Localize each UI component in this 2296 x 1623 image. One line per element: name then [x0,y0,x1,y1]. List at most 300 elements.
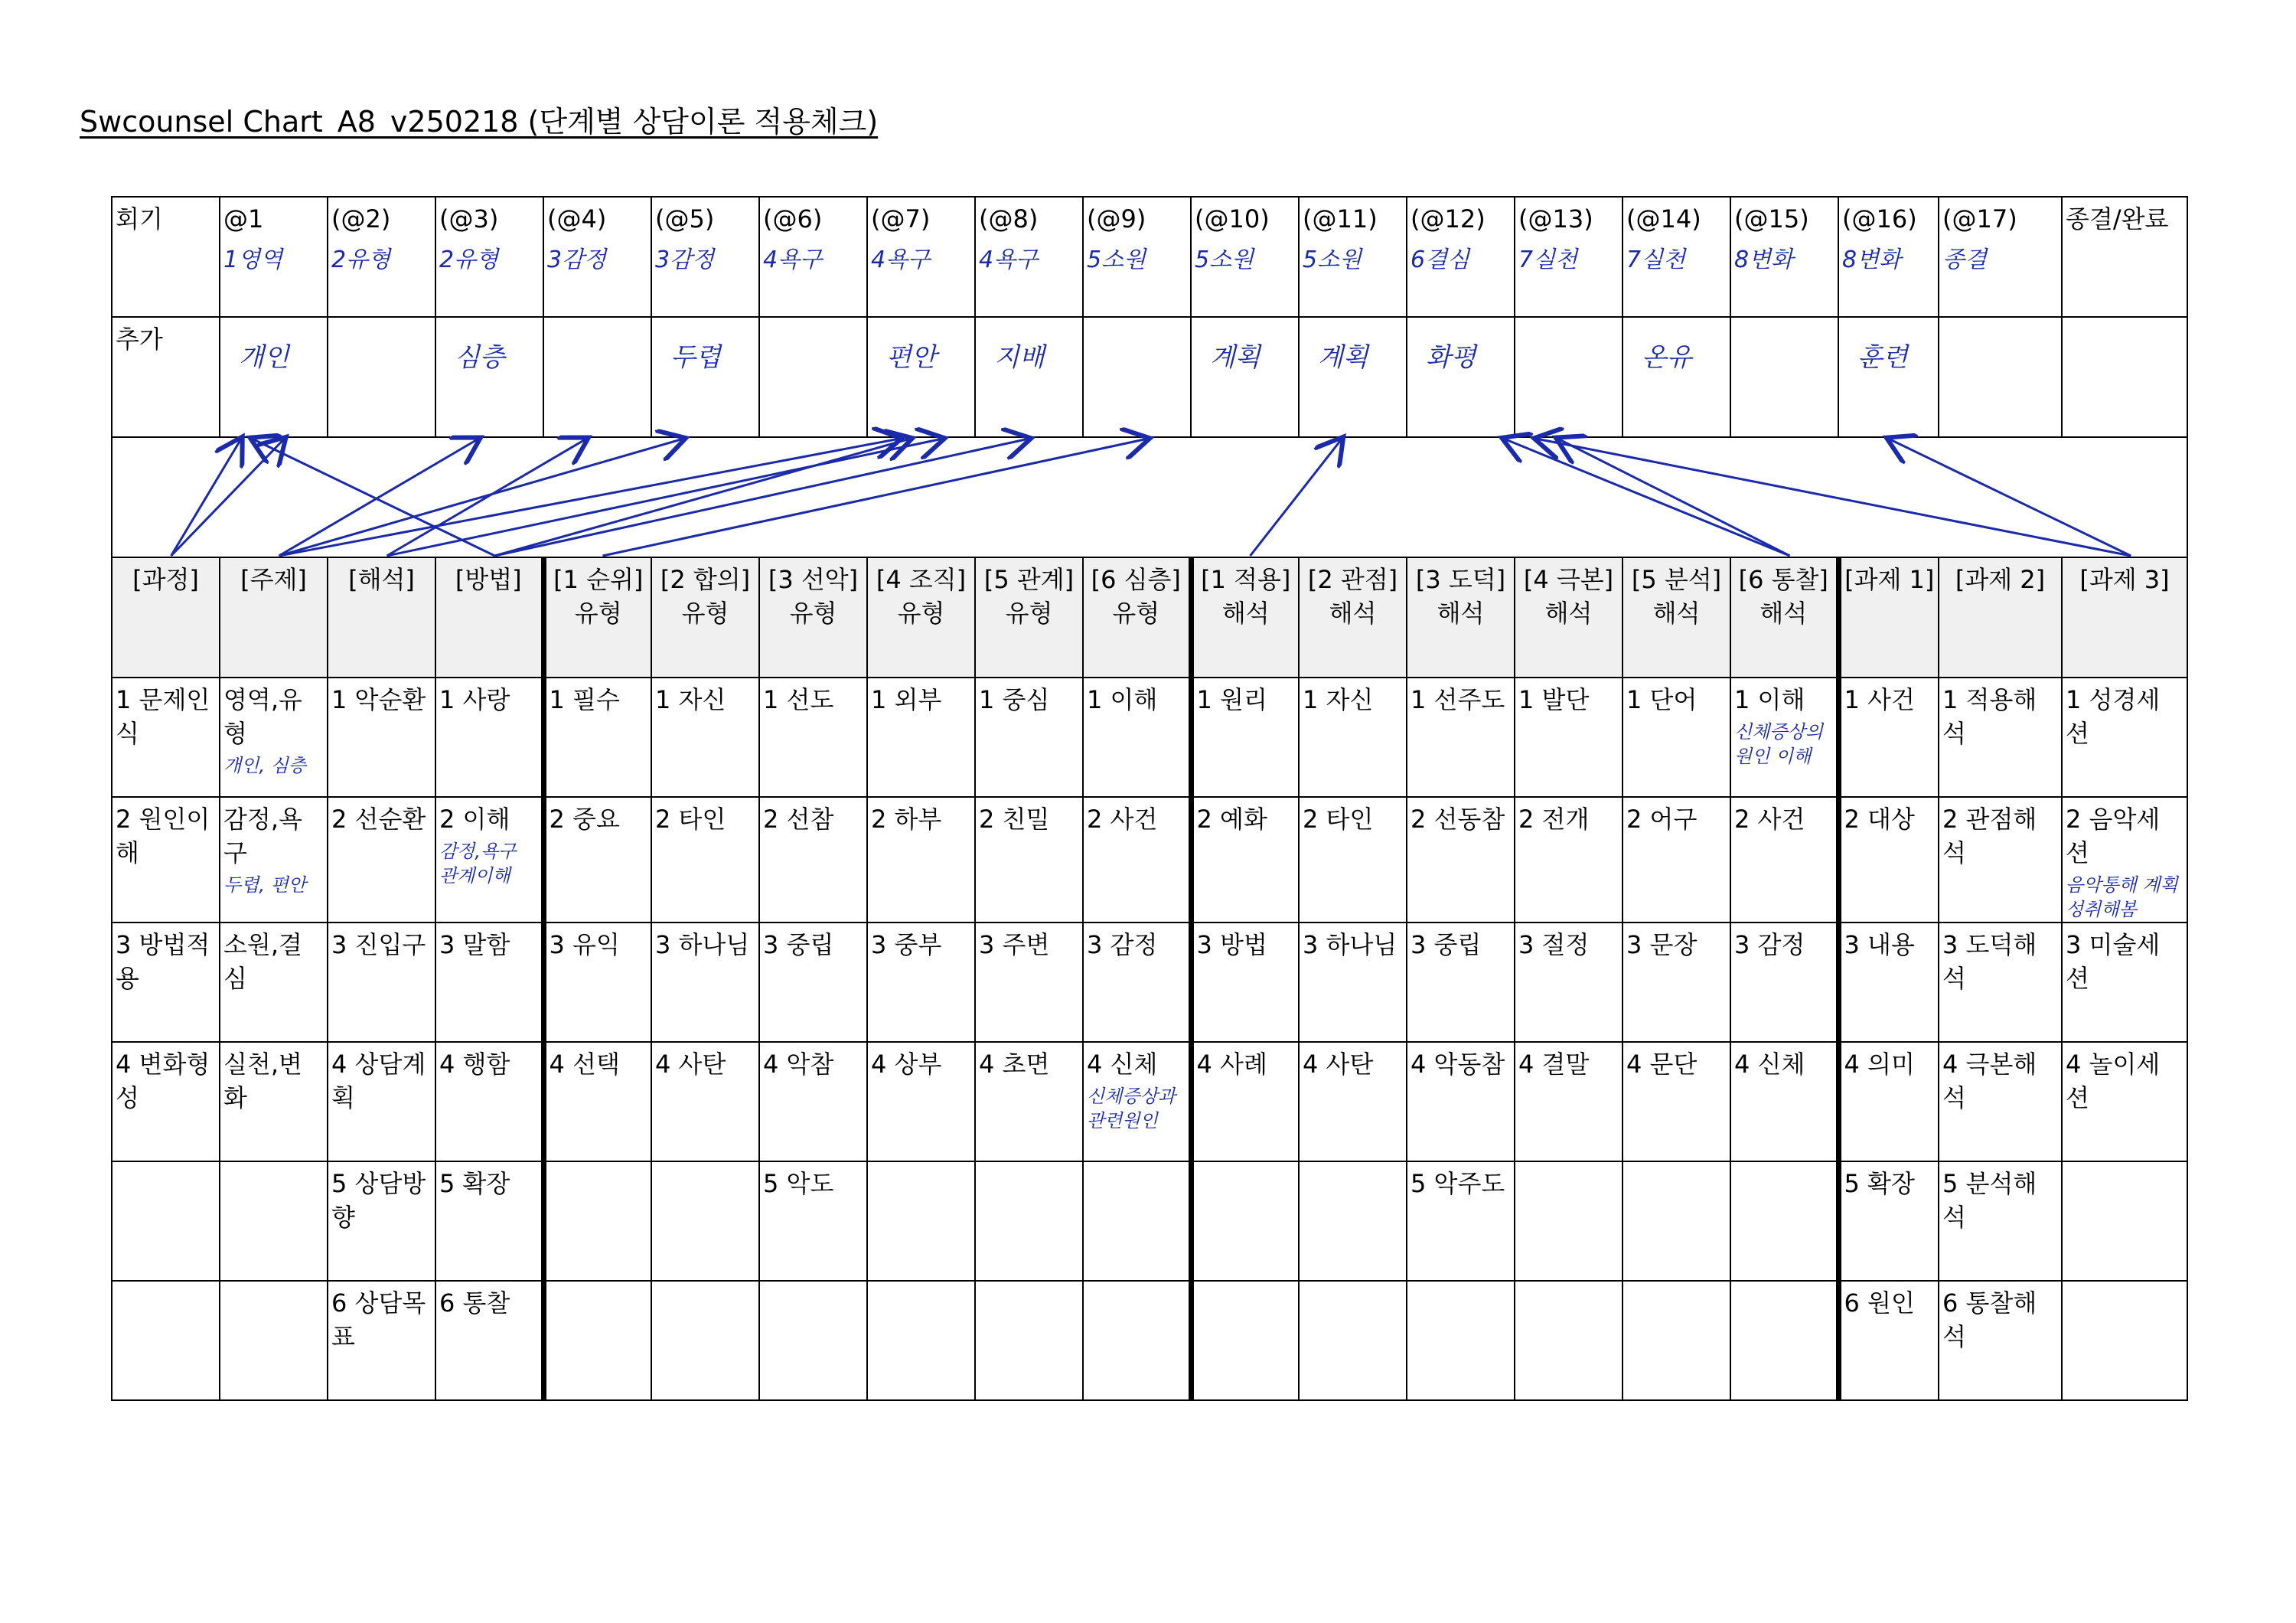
table-cell [1515,797,1623,923]
category-cell [1623,557,1730,678]
cell-text: 2 전개 [1518,805,1590,834]
cell-text: 3 감정 [1087,930,1158,959]
table-cell [1083,1281,1191,1400]
table-cell [328,1161,435,1281]
table-cell [220,923,328,1042]
session-id: (@12) [1411,204,1486,233]
session-note: 4욕구 [763,247,823,273]
category-label: [5 관계] [983,565,1075,594]
session-note: 7실천 [1518,247,1578,273]
cell-text: 실천,변화 [223,1050,302,1112]
table-cell [1299,797,1407,923]
table-cell [543,797,651,923]
extra-cell [1730,317,1838,437]
session-note: 5소원 [1087,247,1146,273]
cell-text: 6 원인 [1844,1288,1915,1318]
extra-note: 훈련 [1857,342,1908,373]
category-cell [1083,557,1191,678]
table-cell [1407,923,1515,1042]
cell-text: 4 변화형성 [116,1050,210,1112]
category-label: [6 심층] [1091,565,1181,594]
session-cell [435,197,543,317]
cell-text: 4 초면 [979,1050,1050,1079]
table-cell [435,797,543,923]
category-label: [해석] [348,565,415,594]
cell-text: 2 선참 [763,805,834,834]
cell-text: 3 미술세션 [2066,930,2161,993]
session-note: 2유형 [439,247,499,273]
category-label: [2 관점] [1307,565,1398,594]
cell-text: 4 선택 [549,1050,620,1079]
category-cell [1407,557,1515,678]
category-sublabel: 유형 [789,599,837,628]
table-cell [543,1281,651,1400]
session-cell [1730,197,1838,317]
category-label: [1 순위] [553,565,644,594]
table-cell [220,1042,328,1161]
table-cell [1515,1281,1623,1400]
cell-text: 1 자신 [655,685,726,714]
session-id: (@13) [1518,204,1593,233]
cell-text: 6 통찰해석 [1942,1288,2037,1351]
table-cell [435,1042,543,1161]
session-cell [328,197,435,317]
table-cell [220,797,328,923]
extra-cell [435,317,543,437]
cell-text: 3 주변 [979,930,1050,959]
category-sublabel: 해석 [1329,599,1377,628]
extra-note: 화평 [1426,342,1476,373]
cell-text: 1 문제인식 [116,685,210,748]
cell-text: 감정,욕구 [223,805,302,867]
cell-text: 1 선도 [763,685,834,714]
table-cell [1191,923,1299,1042]
extra-cell [2062,317,2187,437]
cell-text: 4 행함 [439,1050,510,1079]
table-cell [1730,1161,1838,1281]
table-cell [1838,797,1939,923]
session-end-cell: 종결/완료 [2062,197,2187,317]
table-cell [1083,797,1191,923]
cell-text: 4 악동참 [1411,1050,1505,1079]
cell-text: 1 사건 [1844,685,1915,714]
table-row [112,678,2187,797]
table-cell [651,1161,759,1281]
session-id: (@5) [655,204,715,233]
extra-note: 온유 [1642,342,1692,373]
table-cell [1515,923,1623,1042]
table-cell [1299,923,1407,1042]
table-cell [1939,923,2062,1042]
category-sublabel: 해석 [1652,599,1701,628]
session-id: (@14) [1626,204,1701,233]
session-note: 3감정 [655,247,715,273]
extra-cell [759,317,867,437]
cell-text: 2 선동참 [1411,805,1505,834]
category-sublabel: 유형 [1005,599,1053,628]
session-id: (@11) [1303,204,1378,233]
cell-text: 2 음악세션 [2066,805,2161,867]
extra-note: 두렵 [670,342,721,373]
table-row [112,1281,2187,1400]
session-id: (@2) [331,204,391,233]
table-cell [1083,923,1191,1042]
cell-text: 1 중심 [979,685,1050,714]
table-cell [2062,923,2187,1042]
cell-text: 1 선주도 [1411,685,1505,714]
table-cell [1838,1161,1939,1281]
table-cell [1623,1042,1730,1161]
cell-text: 1 단어 [1626,685,1698,714]
extra-cell [1083,317,1191,437]
extra-note: 심층 [455,342,505,373]
extra-note: 편안 [886,342,937,373]
table-cell [328,678,435,797]
session-cell [543,197,651,317]
cell-text: 5 악주도 [1411,1169,1505,1198]
session-note: 4욕구 [871,247,931,273]
table-cell [2062,797,2187,923]
table-cell [543,1042,651,1161]
category-label: [4 조직] [876,565,967,594]
table-cell [1623,797,1730,923]
category-sublabel: 해석 [1437,599,1485,628]
session-id: (@9) [1087,204,1146,233]
table-cell [2062,1281,2187,1400]
table-cell [651,923,759,1042]
session-note: 6결심 [1411,247,1470,273]
table-cell [759,1042,867,1161]
extra-cell [328,317,435,437]
session-note: 7실천 [1626,247,1686,273]
category-sublabel: 유형 [681,599,729,628]
table-cell [1939,678,2062,797]
table-cell [1730,797,1838,923]
cell-text: 4 의미 [1844,1050,1915,1079]
table-cell [1623,923,1730,1042]
category-label: [3 도덕] [1415,565,1506,594]
category-cell [1939,557,2062,678]
table-cell [1939,1281,2062,1400]
session-id: (@4) [547,204,607,233]
table-cell [759,1161,867,1281]
category-cell [112,557,220,678]
session-cell [1515,197,1623,317]
table-cell [1299,1281,1407,1400]
cell-text: 3 중립 [1411,930,1482,959]
table-cell [1838,1281,1939,1400]
category-label: [과제 2] [1955,565,2046,594]
cell-text: 3 말함 [439,930,510,959]
table-cell [1623,678,1730,797]
cell-text: 1 적용해석 [1942,685,2037,748]
table-cell [759,797,867,923]
cell-text: 영역,유형 [223,685,302,748]
session-note: 1영역 [223,247,283,273]
session-note: 3감정 [547,247,607,273]
table-cell [435,1281,543,1400]
table-cell [1191,797,1299,923]
table-cell [1838,678,1939,797]
cell-text: 1 성경세션 [2066,685,2161,748]
table-row [112,1042,2187,1161]
table-cell [975,678,1083,797]
table-cell [1939,1161,2062,1281]
table-cell [328,1042,435,1161]
table-cell [328,923,435,1042]
cell-text: 2 친밀 [979,805,1050,834]
category-label: [1 적용] [1201,565,1291,594]
cell-text: 3 진입구 [331,930,426,959]
table-cell [1407,1281,1515,1400]
table-cell [651,797,759,923]
table-cell [975,1281,1083,1400]
cell-text: 2 사건 [1087,805,1158,834]
session-id: (@10) [1195,204,1270,233]
extra-note: 계획 [1318,342,1368,373]
table-cell [651,1042,759,1161]
table-cell [543,678,651,797]
session-note: 8변화 [1842,247,1902,273]
table-cell [1838,923,1939,1042]
table-cell [975,797,1083,923]
table-cell [867,678,975,797]
cell-text: 2 관점해석 [1942,805,2037,867]
session-cell [1838,197,1939,317]
cell-text: 3 중부 [871,930,942,959]
table-cell [1515,1042,1623,1161]
cell-text: 5 악도 [763,1169,834,1198]
session-cell [759,197,867,317]
category-sublabel: 유형 [574,599,622,628]
table-cell [1623,1281,1730,1400]
table-cell [651,1281,759,1400]
extra-note: 개인 [239,342,289,373]
cell-text: 4 악참 [763,1050,834,1079]
category-row [112,557,2187,678]
cell-text: 1 악순환 [331,685,426,714]
cell-text: 5 상담방향 [331,1169,426,1232]
session-note: 5소원 [1303,247,1362,273]
table-cell [867,1042,975,1161]
session-cell [867,197,975,317]
table-cell [759,678,867,797]
handwritten-note: 신체증상과 관련원인 [1087,1086,1176,1132]
table-cell [1407,797,1515,923]
category-cell [867,557,975,678]
cell-text: 4 놀이세션 [2066,1050,2161,1112]
table-cell [1730,678,1838,797]
cell-text: 3 방법 [1196,930,1267,959]
table-cell [1623,1161,1730,1281]
table-cell [543,923,651,1042]
cell-text: 1 이해 [1734,685,1805,714]
extra-cell [220,317,328,437]
table-cell [220,1161,328,1281]
extra-cell [975,317,1083,437]
cell-text: 4 문단 [1626,1050,1698,1079]
table-cell [975,923,1083,1042]
session-cell [1623,197,1730,317]
table-cell [1515,1161,1623,1281]
cell-text: 2 중요 [549,805,620,834]
counsel-chart-table [111,196,2188,1401]
cell-text: 2 이해 [439,805,510,834]
connector-cell [112,437,2187,557]
table-cell [1191,678,1299,797]
cell-text: 1 원리 [1196,685,1267,714]
category-sublabel: 유형 [1112,599,1160,628]
category-sublabel: 해석 [1544,599,1593,628]
session-note: 8변화 [1734,247,1794,273]
extra-cell [1515,317,1623,437]
extra-cell [1407,317,1515,437]
cell-text: 2 사건 [1734,805,1805,834]
category-cell [759,557,867,678]
category-cell [328,557,435,678]
cell-text: 4 극본해석 [1942,1050,2037,1112]
cell-text: 3 문장 [1626,930,1698,959]
session-note: 2유형 [331,247,391,273]
table-cell [1407,678,1515,797]
extra-cell [1838,317,1939,437]
table-cell [1515,678,1623,797]
table-cell [867,797,975,923]
extra-row [112,317,2187,437]
category-cell [1515,557,1623,678]
category-sublabel: 유형 [897,599,945,628]
category-cell [1299,557,1407,678]
session-cell [1191,197,1299,317]
session-id: (@15) [1734,204,1809,233]
table-cell [867,1281,975,1400]
category-label: [과제 1] [1844,565,1935,594]
table-cell [112,678,220,797]
table-cell [112,1281,220,1400]
cell-text: 3 하나님 [655,930,750,959]
table-cell [220,678,328,797]
cell-text: 3 내용 [1844,930,1915,959]
category-cell [1838,557,1939,678]
table-cell [220,1281,328,1400]
session-id: @1 [223,204,264,233]
category-cell [220,557,328,678]
cell-text: 4 신체 [1087,1050,1158,1079]
table-cell [328,1281,435,1400]
cell-text: 1 필수 [549,685,620,714]
cell-text: 4 결말 [1518,1050,1590,1079]
extra-cell [1191,317,1299,437]
extra-label-cell: 추가 [112,317,220,437]
cell-text: 2 타인 [655,805,726,834]
extra-cell [1299,317,1407,437]
table-cell [1939,797,2062,923]
cell-text: 1 이해 [1087,685,1158,714]
session-cell [220,197,328,317]
session-id: (@17) [1942,204,2017,233]
category-cell [975,557,1083,678]
cell-text: 5 분석해석 [1942,1169,2037,1232]
connector-row [112,437,2187,557]
cell-text: 2 예화 [1196,805,1267,834]
cell-text: 3 감정 [1734,930,1805,959]
table-cell [759,923,867,1042]
session-cell [1407,197,1515,317]
cell-text: 3 절정 [1518,930,1590,959]
table-cell [1730,1281,1838,1400]
table-cell [435,678,543,797]
table-cell [1191,1042,1299,1161]
cell-text: 3 방법적용 [116,930,210,993]
category-label: [방법] [455,565,522,594]
table-cell [328,797,435,923]
table-cell [1407,1042,1515,1161]
cell-text: 4 사탄 [655,1050,726,1079]
cell-text: 2 타인 [1303,805,1374,834]
extra-note: 지배 [994,342,1045,373]
table-cell [1083,1161,1191,1281]
session-cell [1083,197,1191,317]
category-label: [과제 3] [2079,565,2170,594]
handwritten-note: 음악통해 계획성취해봄 [2066,874,2178,920]
category-cell [651,557,759,678]
category-cell [435,557,543,678]
handwritten-note: 신체증상의 원인 이해 [1734,721,1823,767]
session-row [112,197,2187,317]
table-cell [651,678,759,797]
table-cell [975,1161,1083,1281]
cell-text: 3 유익 [549,930,620,959]
table-cell [2062,1161,2187,1281]
category-label: [4 극본] [1523,565,1614,594]
category-label: [2 합의] [660,565,751,594]
table-cell [435,1161,543,1281]
category-sublabel: 해석 [1760,599,1808,628]
category-label: [주제] [240,565,307,594]
cell-text: 4 상담계획 [331,1050,426,1112]
session-note: 종결 [1942,247,1987,273]
extra-note: 계획 [1210,342,1261,373]
table-cell [1083,678,1191,797]
table-cell [867,923,975,1042]
extra-cell [867,317,975,437]
cell-text: 4 사례 [1196,1050,1267,1079]
cell-text: 4 상부 [871,1050,942,1079]
cell-text: 2 대상 [1844,805,1915,834]
cell-text: 2 어구 [1626,805,1698,834]
category-label: [5 분석] [1631,565,1722,594]
handwritten-note: 개인, 심층 [223,755,306,776]
table-cell [435,923,543,1042]
table-cell [759,1281,867,1400]
cell-text: 5 확장 [439,1169,510,1198]
session-note: 5소원 [1195,247,1254,273]
cell-text: 1 사랑 [439,685,510,714]
cell-text: 6 상담목표 [331,1288,426,1351]
session-id: (@6) [763,204,823,233]
table-cell [112,923,220,1042]
table-cell [1407,1161,1515,1281]
cell-text: 소원,결심 [223,930,302,993]
cell-text: 3 중립 [763,930,834,959]
cell-text: 4 사탄 [1303,1050,1374,1079]
session-cell [651,197,759,317]
table-cell [1191,1161,1299,1281]
table-cell [1299,678,1407,797]
cell-text: 4 신체 [1734,1050,1805,1079]
page-title: Swcounsel Chart_A8_v250218 (단계별 상담이론 적용체크) [80,105,879,139]
table-cell [112,1042,220,1161]
